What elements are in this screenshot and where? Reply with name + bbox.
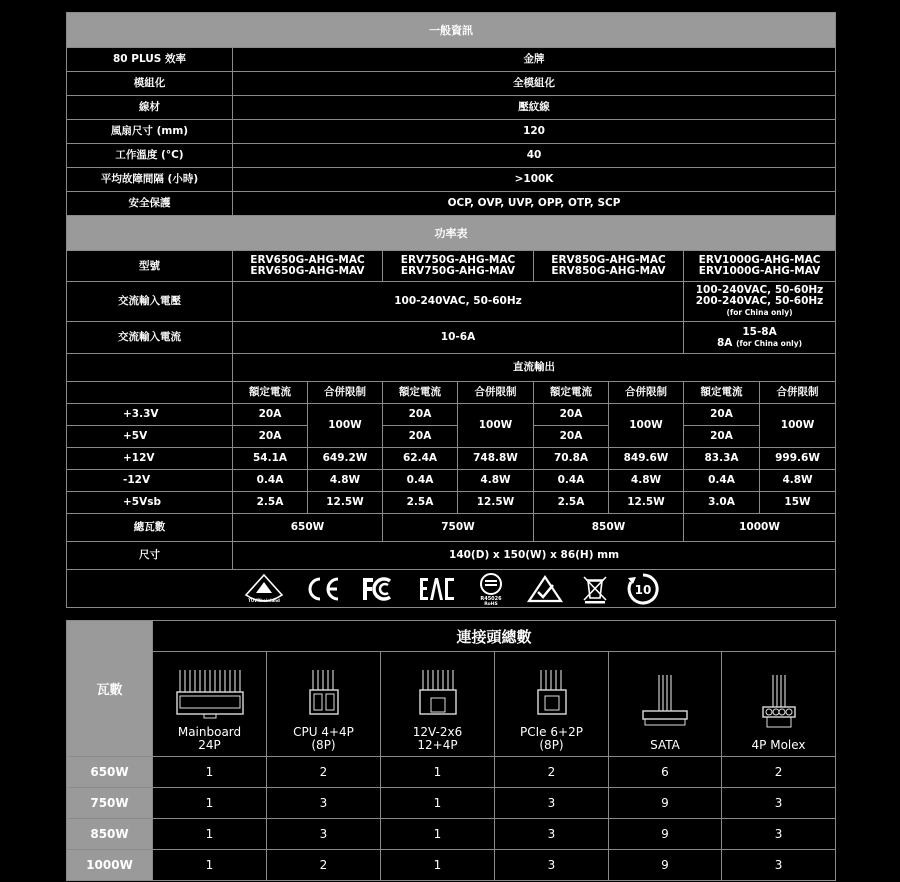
rail-name: +5Vsb xyxy=(67,492,233,514)
spec-row xyxy=(67,144,836,168)
count-cell: 2 xyxy=(267,757,381,788)
certifications xyxy=(67,570,836,608)
total-750: 750W xyxy=(383,514,534,542)
count-cell: 6 xyxy=(609,757,722,788)
sata-icon xyxy=(637,673,693,733)
connector-pcie xyxy=(495,652,609,757)
model-650 xyxy=(233,251,383,282)
model-1000 xyxy=(684,251,836,282)
model-row xyxy=(67,251,836,282)
empty-cell xyxy=(67,354,233,382)
ac-current-value: 10-6A xyxy=(233,322,684,354)
count-cell: 1 xyxy=(381,788,495,819)
model-name: ERV1000G-AHG-MAC xyxy=(698,254,821,266)
rail-value: 54.1A xyxy=(233,448,308,470)
ac-voltage-label: 交流輸入電壓 xyxy=(67,282,233,322)
row-value: 金牌 xyxy=(233,48,836,72)
row-value: 40 xyxy=(233,144,836,168)
row-value: >100K xyxy=(233,168,836,192)
fcc-icon xyxy=(360,575,400,603)
rail-value: 20A xyxy=(684,404,760,426)
dc-output-header: 直流輸出 xyxy=(233,354,836,382)
row-label: 平均故障間隔 (小時) xyxy=(67,168,233,192)
count-cell: 3 xyxy=(495,819,609,850)
ce-mark-icon xyxy=(304,575,342,603)
rail-value: 3.0A xyxy=(684,492,760,514)
connector-count-row xyxy=(67,819,836,850)
connector-pins: 24P xyxy=(198,738,221,752)
connector-name: 12V-2x6 xyxy=(412,725,463,739)
rail-value: 748.8W xyxy=(458,448,534,470)
rail-value: 999.6W xyxy=(760,448,836,470)
rail-row xyxy=(67,492,836,514)
ac-current-label: 交流輸入電流 xyxy=(67,322,233,354)
count-cell: 1 xyxy=(381,819,495,850)
model-name: ERV1000G-AHG-MAV xyxy=(698,265,821,277)
rail-name: +12V xyxy=(67,448,233,470)
wattage-label: 750W xyxy=(67,788,153,819)
rail-value: 12.5W xyxy=(609,492,684,514)
connector-name: SATA xyxy=(650,738,680,752)
count-cell: 2 xyxy=(267,850,381,881)
total-label: 總瓦數 xyxy=(67,514,233,542)
china-note: (for China only) xyxy=(726,308,793,317)
connector-pins: (8P) xyxy=(539,738,564,752)
connector-count-row xyxy=(67,788,836,819)
r-rohs-icon xyxy=(474,572,508,606)
total-1000: 1000W xyxy=(684,514,836,542)
count-cell: 9 xyxy=(609,819,722,850)
rail-value: 20A xyxy=(534,404,609,426)
ac-voltage-value: 100-240VAC, 50-60Hz xyxy=(233,282,684,322)
connector-pins: 12+4P xyxy=(417,738,458,752)
count-cell: 3 xyxy=(267,819,381,850)
count-cell: 3 xyxy=(722,819,836,850)
count-cell: 9 xyxy=(609,850,722,881)
model-name: ERV650G-AHG-MAV xyxy=(250,265,365,277)
rail-value: 4.8W xyxy=(458,470,534,492)
spec-table xyxy=(66,12,836,608)
rail-name: +5V xyxy=(67,426,233,448)
rail-value: 62.4A xyxy=(383,448,458,470)
model-850 xyxy=(534,251,684,282)
combined-value: 100W xyxy=(308,404,383,448)
combined-value: 100W xyxy=(609,404,684,448)
rail-name: -12V xyxy=(67,470,233,492)
dc-output-row xyxy=(67,354,836,382)
rail-row xyxy=(67,426,836,448)
count-cell: 1 xyxy=(153,757,267,788)
connector-name: 4P Molex xyxy=(751,738,806,752)
rated-current-label: 額定電流 xyxy=(383,382,458,404)
row-value: 120 xyxy=(233,120,836,144)
rohs-label: RoHS xyxy=(484,601,498,606)
connector-pins: (8P) xyxy=(311,738,336,752)
wattage-label: 1000W xyxy=(67,850,153,881)
rail-value: 2.5A xyxy=(233,492,308,514)
connector-cpu xyxy=(267,652,381,757)
row-value: OCP, OVP, UVP, OPP, OTP, SCP xyxy=(233,192,836,216)
rcm-icon xyxy=(526,574,564,604)
rail-value: 0.4A xyxy=(233,470,308,492)
connector-name: Mainboard xyxy=(177,725,242,739)
model-name: ERV650G-AHG-MAC xyxy=(250,254,365,266)
total-row xyxy=(67,514,836,542)
row-label: 80 PLUS 效率 xyxy=(67,48,233,72)
rail-value: 0.4A xyxy=(383,470,458,492)
model-name: ERV850G-AHG-MAC xyxy=(551,254,666,266)
rail-row xyxy=(67,470,836,492)
combined-value: 100W xyxy=(760,404,836,448)
power-header: 功率表 xyxy=(67,216,836,251)
spec-row xyxy=(67,120,836,144)
rail-value: 20A xyxy=(383,404,458,426)
rail-value: 20A xyxy=(383,426,458,448)
count-cell: 1 xyxy=(153,788,267,819)
count-cell: 3 xyxy=(722,850,836,881)
count-cell: 3 xyxy=(495,850,609,881)
row-label: 風扇尺寸 (mm) xyxy=(67,120,233,144)
rated-current-label: 額定電流 xyxy=(684,382,760,404)
rated-current-label: 額定電流 xyxy=(233,382,308,404)
ac-current-1000-b: 8A xyxy=(717,336,733,349)
spec-row xyxy=(67,48,836,72)
connector-sata xyxy=(609,652,722,757)
wattage-label: 850W xyxy=(67,819,153,850)
rail-value: 15W xyxy=(760,492,836,514)
model-label: 型號 xyxy=(67,251,233,282)
china-rohs-10-icon xyxy=(626,572,660,606)
size-value: 140(D) x 150(W) x 86(H) mm xyxy=(233,542,836,570)
china-note: (for China only) xyxy=(736,338,803,348)
12v-2x6-icon xyxy=(417,668,459,720)
rail-value: 849.6W xyxy=(609,448,684,470)
rail-name: +3.3V xyxy=(67,404,233,426)
spec-row xyxy=(67,72,836,96)
model-name: ERV750G-AHG-MAV xyxy=(400,265,516,277)
power-header-row xyxy=(67,216,836,251)
connector-name: PCIe 6+2P xyxy=(520,725,583,739)
count-cell: 3 xyxy=(722,788,836,819)
connector-12v2x6 xyxy=(381,652,495,757)
rail-row xyxy=(67,404,836,426)
rail-row xyxy=(67,448,836,470)
ac-voltage-row xyxy=(67,282,836,322)
rail-value: 20A xyxy=(684,426,760,448)
ac-current-1000 xyxy=(684,322,836,354)
pcie-8p-icon xyxy=(535,668,569,720)
rohs-code: R45026 xyxy=(480,595,502,602)
count-cell: 1 xyxy=(381,850,495,881)
connector-count-row xyxy=(67,757,836,788)
connector-count-row xyxy=(67,850,836,881)
rail-value: 0.4A xyxy=(684,470,760,492)
wattage-label: 650W xyxy=(67,757,153,788)
count-cell: 2 xyxy=(722,757,836,788)
size-row xyxy=(67,542,836,570)
row-label: 安全保護 xyxy=(67,192,233,216)
spec-row xyxy=(67,168,836,192)
rail-value: 4.8W xyxy=(609,470,684,492)
count-cell: 9 xyxy=(609,788,722,819)
ac-voltage-1000-a: 100-240VAC, 50-60Hz xyxy=(695,284,824,296)
size-label: 尺寸 xyxy=(67,542,233,570)
ac-current-1000-a: 15-8A xyxy=(742,325,777,338)
sub-header-row xyxy=(67,382,836,404)
weee-icon xyxy=(582,574,608,604)
count-cell: 1 xyxy=(381,757,495,788)
cpu-8p-icon xyxy=(307,668,341,720)
rail-value: 12.5W xyxy=(308,492,383,514)
cert-row xyxy=(67,570,836,608)
model-750 xyxy=(383,251,534,282)
general-header: 一般資訊 xyxy=(67,13,836,48)
row-value: 壓紋線 xyxy=(233,96,836,120)
combined-limit-label: 合併限制 xyxy=(609,382,684,404)
rail-value: 70.8A xyxy=(534,448,609,470)
spec-row xyxy=(67,96,836,120)
count-cell: 1 xyxy=(153,850,267,881)
combined-limit-label: 合併限制 xyxy=(458,382,534,404)
total-650: 650W xyxy=(233,514,383,542)
connector-title: 連接頭總數 xyxy=(153,621,836,652)
total-850: 850W xyxy=(534,514,684,542)
model-name: ERV850G-AHG-MAV xyxy=(551,265,666,277)
eac-icon xyxy=(418,575,456,603)
model-name: ERV750G-AHG-MAC xyxy=(400,254,516,266)
rail-value: 12.5W xyxy=(458,492,534,514)
rail-value: 20A xyxy=(233,404,308,426)
rail-value: 83.3A xyxy=(684,448,760,470)
connector-mainboard xyxy=(153,652,267,757)
rail-value: 0.4A xyxy=(534,470,609,492)
china-rohs-number: 10 xyxy=(634,582,652,597)
rail-value: 649.2W xyxy=(308,448,383,470)
ac-voltage-1000 xyxy=(684,282,836,322)
empty-cell xyxy=(67,382,233,404)
ac-voltage-1000-b: 200-240VAC, 50-60Hz xyxy=(695,295,824,307)
count-cell: 1 xyxy=(153,819,267,850)
ac-current-row xyxy=(67,322,836,354)
rail-value: 20A xyxy=(233,426,308,448)
rail-value: 2.5A xyxy=(534,492,609,514)
count-cell: 3 xyxy=(495,788,609,819)
rail-value: 20A xyxy=(534,426,609,448)
count-cell: 3 xyxy=(267,788,381,819)
row-label: 線材 xyxy=(67,96,233,120)
rail-value: 2.5A xyxy=(383,492,458,514)
connector-name: CPU 4+4P xyxy=(293,725,354,739)
molex-4p-icon xyxy=(757,673,801,733)
count-cell: 2 xyxy=(495,757,609,788)
row-label: 模組化 xyxy=(67,72,233,96)
combined-limit-label: 合併限制 xyxy=(760,382,836,404)
rated-current-label: 額定電流 xyxy=(534,382,609,404)
spec-row xyxy=(67,192,836,216)
tuv-text: TÜVRheinland xyxy=(248,597,280,603)
row-label: 工作溫度 (°C) xyxy=(67,144,233,168)
connector-picture-row xyxy=(67,652,836,757)
combined-value: 100W xyxy=(458,404,534,448)
connector-molex xyxy=(722,652,836,757)
rail-value: 4.8W xyxy=(308,470,383,492)
general-header-row xyxy=(67,13,836,48)
connector-title-row xyxy=(67,621,836,652)
wattage-side-label: 瓦數 xyxy=(67,621,153,757)
row-value: 全模組化 xyxy=(233,72,836,96)
combined-limit-label: 合併限制 xyxy=(308,382,383,404)
connector-table xyxy=(66,620,836,881)
rail-value: 4.8W xyxy=(760,470,836,492)
mainboard-24p-icon xyxy=(174,668,246,720)
tuv-rheinland-icon xyxy=(242,573,286,605)
